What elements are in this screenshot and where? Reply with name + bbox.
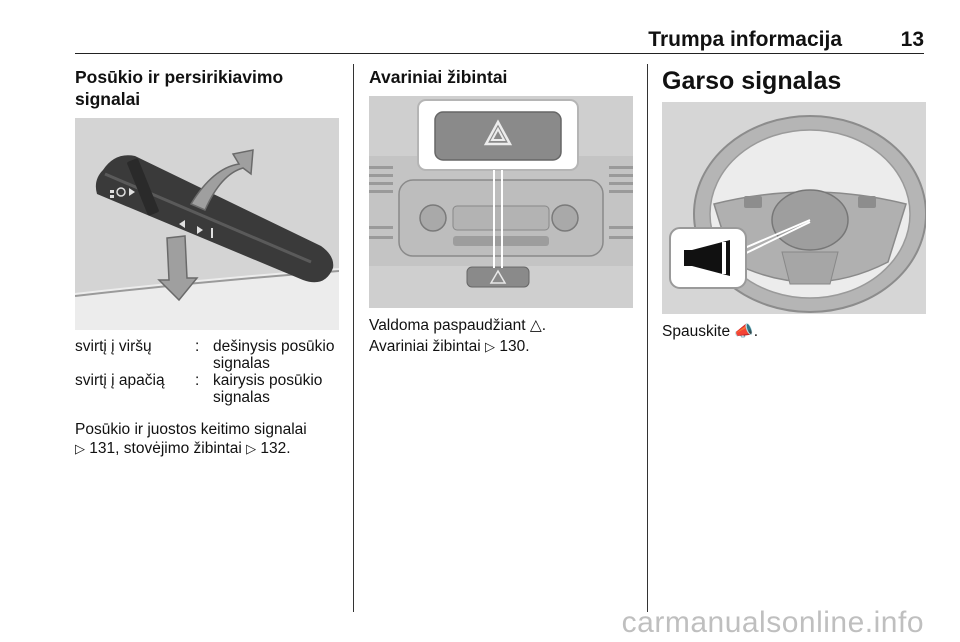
definition-term: svirtį į apačią: [75, 372, 165, 389]
hazard-switch-illustration: [369, 96, 633, 308]
reference-arrow-icon[interactable]: ▷: [246, 441, 257, 456]
definition-list: [75, 338, 339, 406]
definition-term: svirtį į viršų: [75, 338, 152, 355]
turn-signal-lever-illustration: [75, 118, 339, 330]
hazard-line2: Avariniai žibintai: [369, 338, 486, 355]
turn-signal-paragraph: [75, 420, 339, 458]
column-hazard-lights: [369, 66, 633, 356]
horn-line1-end: .: [753, 323, 759, 340]
watermark: carmanualsonline.info: [621, 606, 924, 639]
reference-arrow-icon[interactable]: ▷: [485, 339, 496, 354]
definition-row: [75, 372, 339, 406]
hazard-warning-icon: △: [529, 317, 542, 334]
section-title-hazard-lights: Avariniai žibintai: [369, 67, 508, 87]
column-divider-right: [647, 64, 648, 612]
paragraph-line1: Posūkio ir juostos keitimo signalai: [75, 421, 307, 438]
definition-separator: :: [195, 372, 200, 389]
header-title: Trumpa informacija: [648, 28, 842, 51]
horn-icon: 📣: [734, 323, 754, 340]
definition-row: [75, 338, 339, 372]
steering-wheel-horn-illustration: [662, 102, 926, 314]
horn-paragraph: [662, 322, 926, 341]
column-divider-left: [353, 64, 354, 612]
horn-line1: Spauskite: [662, 323, 735, 340]
paragraph-ref-text-2: 132.: [256, 440, 291, 457]
hazard-line2-end: 130.: [495, 338, 530, 355]
paragraph-ref-text-1: 131, stovėjimo žibintai: [85, 440, 247, 457]
definition-desc: dešinysis posūkio signalas: [213, 338, 335, 372]
header-rule: [75, 53, 924, 54]
column-turn-signals: [75, 66, 339, 458]
reference-arrow-icon[interactable]: ▷: [75, 441, 85, 456]
hazard-line1: Valdoma paspaudžiant: [369, 317, 530, 334]
page-number: 13: [900, 28, 924, 51]
definition-separator: :: [195, 338, 200, 355]
section-title-horn: Garso signalas: [662, 67, 842, 95]
section-title-turn-signals: Posūkio ir persirikiavimo signalai: [75, 67, 284, 109]
hazard-reference: [369, 337, 633, 356]
hazard-paragraph: [369, 316, 633, 335]
column-horn: [662, 66, 926, 341]
definition-desc: kairysis posūkio signalas: [213, 372, 323, 406]
hazard-line1-end: .: [541, 317, 547, 334]
